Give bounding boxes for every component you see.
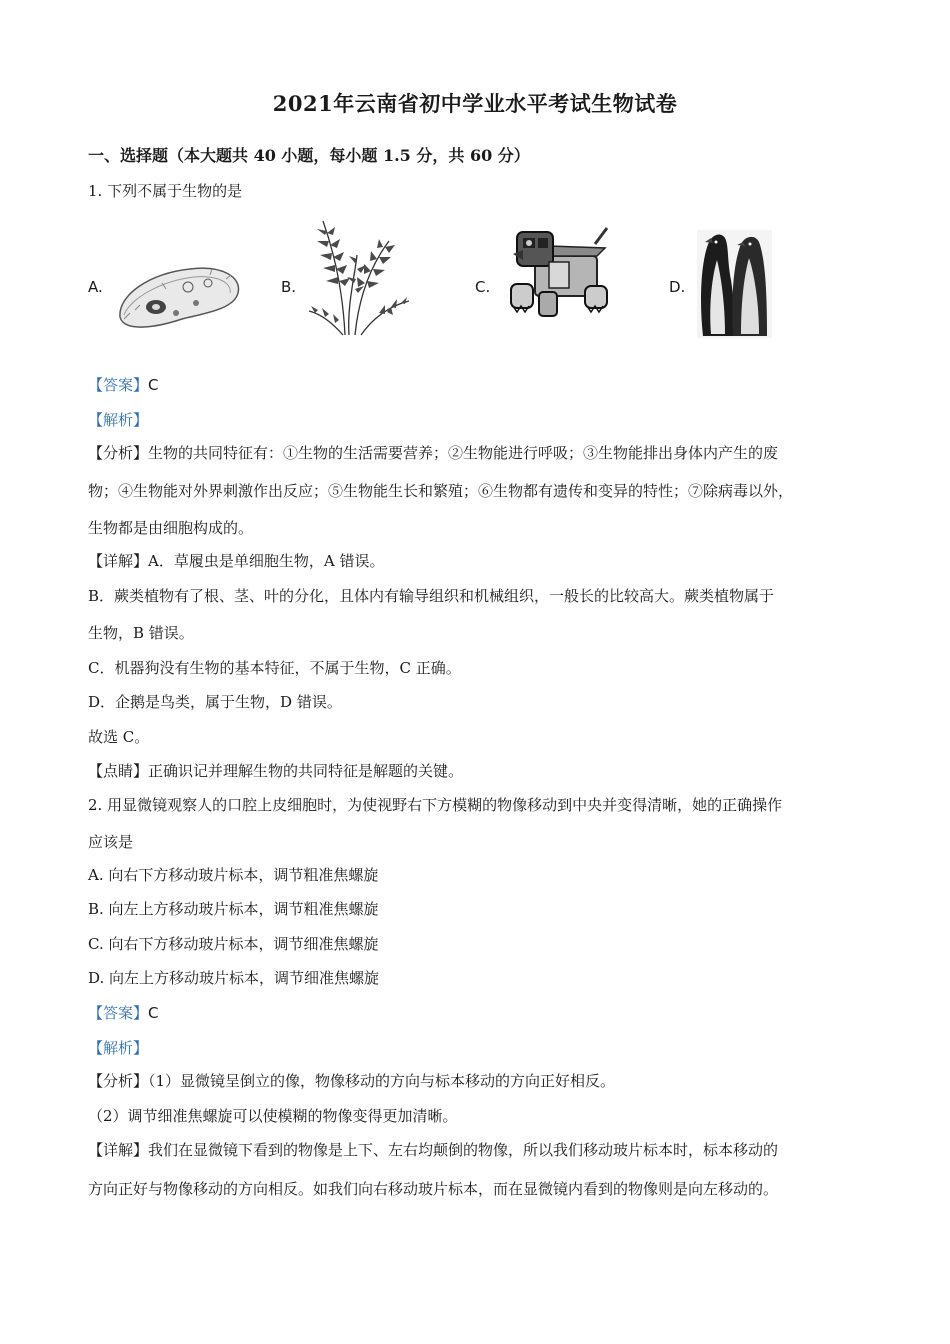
xiangjie-text: A．草履虫是单细胞生物，A 错误。 [148, 552, 385, 570]
q2-analysis-tag: 【解析】 [88, 1039, 149, 1057]
answer-tag: 【答案】 [88, 1004, 149, 1022]
q2-option-d: D. 向左上方移动玻片标本，调节细准焦螺旋 [88, 969, 380, 987]
q2-fenxi-line-1 [88, 1071, 615, 1091]
q1-fenxi-line-3: 生物都是由细胞构成的。 [88, 519, 254, 537]
answer-value: C [148, 1004, 159, 1022]
q1-option-b-label: B. [281, 278, 297, 296]
q1-conclusion: 故选 C。 [88, 728, 150, 746]
answer-tag: 【答案】 [88, 376, 149, 394]
q2-option-b: B. 向左上方移动玻片标本，调节粗准焦螺旋 [88, 900, 379, 918]
fenxi-text: 生物的共同特征有：①生物的生活需要营养；②生物能进行呼吸；③生物能排出身体内产生的废 [148, 444, 779, 462]
q1-explain-b-2: 生物，B 错误。 [88, 624, 194, 642]
section-heading: 一、选择题（本大题共 40 小题，每小题 1.5 分，共 60 分） [88, 146, 530, 165]
fenxi-tag: 【分析】 [88, 1072, 149, 1090]
q1-analysis-tag: 【解析】 [88, 411, 149, 429]
q1-explain-d: D．企鹅是鸟类，属于生物，D 错误。 [88, 693, 342, 711]
q1-fenxi-line-2: 物；④生物能对外界刺激作出反应；⑤生物能生长和繁殖；⑥生物都有遗传和变异的特性；⑦除病毒以外， [88, 482, 794, 500]
q2-stem-2: 应该是 [88, 833, 134, 851]
dianjing-tag: 【点睛】 [88, 762, 149, 780]
xiangjie-text: 我们在显微镜下看到的物像是上下、左右均颠倒的物像，所以我们移动玻片标本时，标本移动的 [148, 1141, 779, 1159]
xiangjie-tag: 【详解】 [88, 552, 149, 570]
q1-option-c-label: C. [475, 278, 491, 296]
xiangjie-tag: 【详解】 [88, 1141, 149, 1159]
q1-explain-c: C．机器狗没有生物的基本特征，不属于生物，C 正确。 [88, 659, 461, 677]
paramecium-illustration [110, 255, 250, 335]
q2-option-c: C. 向右下方移动玻片标本，调节细准焦螺旋 [88, 935, 379, 953]
q2-xiangjie-line-2: 方向正好与物像移动的方向相反。如我们向右移动玻片标本，而在显微镜内看到的物像则是向左移动的。 [88, 1180, 779, 1198]
fern-illustration [305, 215, 415, 337]
q1-fenxi-line-1 [88, 443, 778, 463]
fenxi-text: （1）显微镜呈倒立的像，物像移动的方向与标本移动的方向正好相反。 [148, 1072, 616, 1090]
q2-stem-1: 2. 用显微镜观察人的口腔上皮细胞时，为使视野右下方模糊的物像移动到中央并变得清晰，她的正确操作 [88, 796, 783, 814]
fenxi-tag: 【分析】 [88, 444, 149, 462]
q1-option-a-label: A. [88, 278, 103, 296]
q1-stem: 1. 下列不属于生物的是 [88, 182, 243, 200]
q2-fenxi-line-2: （2）调节细准焦螺旋可以使模糊的物像变得更加清晰。 [88, 1107, 458, 1125]
q2-option-a: A. 向右下方移动玻片标本，调节粗准焦螺旋 [88, 866, 379, 884]
penguin-illustration [697, 230, 772, 338]
robot-dog-illustration [505, 226, 615, 321]
q1-dianjing [88, 761, 463, 781]
q1-option-d-label: D. [669, 278, 686, 296]
q2-answer [88, 1003, 159, 1023]
q1-explain-b-1: B．蕨类植物有了根、茎、叶的分化，且体内有输导组织和机械组织，一般长的比较高大。蕨类植物属于 [88, 587, 775, 605]
q1-answer [88, 375, 159, 395]
answer-value: C [148, 376, 159, 394]
page-title: 2021年云南省初中学业水平考试生物试卷 [272, 91, 678, 116]
q1-xiangjie-line [88, 551, 384, 571]
q2-xiangjie-line-1 [88, 1140, 778, 1160]
dianjing-text: 正确识记并理解生物的共同特征是解题的关键。 [148, 762, 464, 780]
